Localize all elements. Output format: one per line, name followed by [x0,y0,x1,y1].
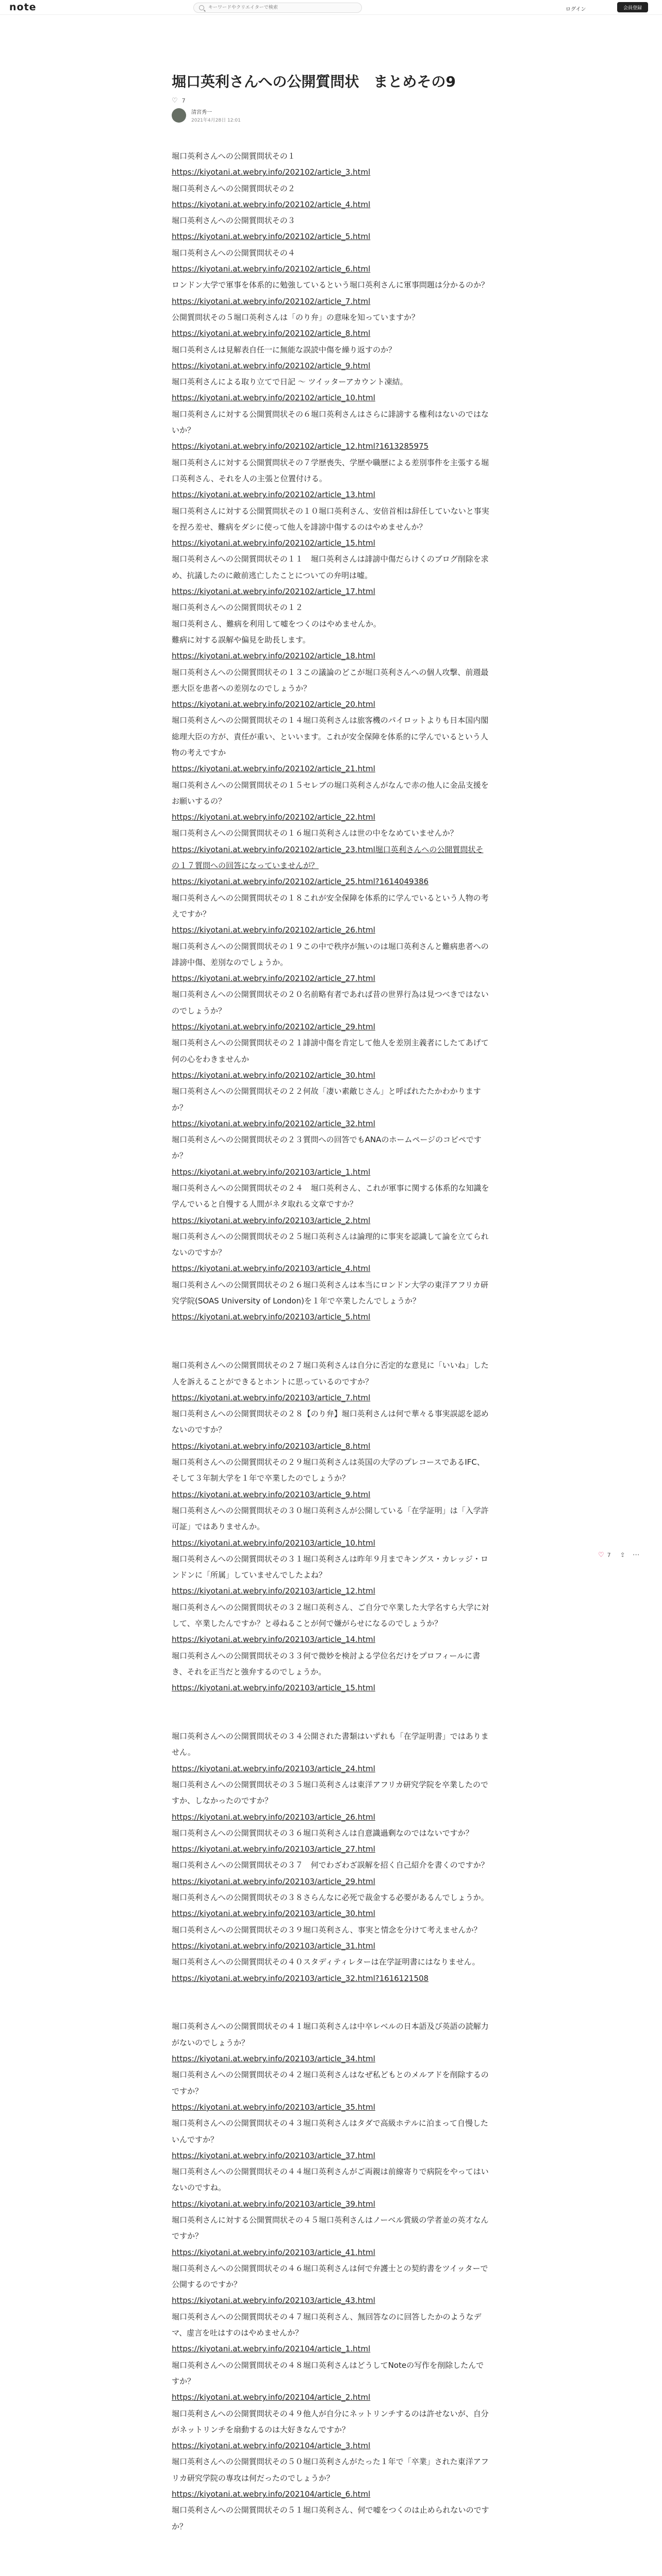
article-text: 堀口英利さんへの公開質問状その１９この中で秩序が無いのは堀口英利さんと難病患者への誹謗中傷、差別なのでしょうか。 [172,941,489,967]
article-text: 堀口英利さんによる取り立てで日記 ～ ツイッターアカウント凍結。 [172,377,408,387]
article-title: 堀口英利さんへの公開質問状 まとめその9 [172,73,456,90]
paragraph-gap [172,1713,491,1728]
article-text: 堀口英利さんへの公開質問状その２４ 堀口英利さん、これが軍事に関する体系的な知識を学んでいると自慢する人間がネタ取れる文章ですか？ [172,1183,489,1209]
paragraph-gap [172,2003,491,2019]
article-link[interactable]: https://kiyotani.at.webry.info/202103/article_1.html [172,1167,371,1177]
article-link[interactable]: https://kiyotani.at.webry.info/202102/article_22.html [172,812,375,822]
article-text: 堀口英利さんへの公開質問状その１４堀口英利さんは旅客機のパイロットよりも日本国内閣総理大臣の方が、責任が重い、といいます。これが安全保障を体系的に学んでいるという人物の考えですか [172,716,489,757]
article-link[interactable]: https://kiyotani.at.webry.info/202102/article_9.html [172,361,371,370]
article-link[interactable]: https://kiyotani.at.webry.info/202103/article_14.html [172,1635,375,1645]
search-box[interactable] [193,3,362,13]
article-text: 堀口英利さんへの公開質問状その３１堀口英利さんは昨年９月までキングス・カレッジ・ロンドンに「所属」していませんでしたよね？ [172,1554,488,1580]
article-text: 堀口英利さんへの公開質問状その２０名前略有者であれば昔の世界行為は見つべきではないのでしょうか？ [172,990,489,1015]
article-link[interactable]: https://kiyotani.at.webry.info/202103/article_8.html [172,1441,371,1451]
article-link[interactable]: https://kiyotani.at.webry.info/202104/article_3.html [172,2441,371,2451]
article-text: 堀口英利さんへの公開質問状その３９堀口英利さん、事実と情念を分けて考えませんか？ [172,1925,482,1935]
like-row [172,96,491,105]
article-link[interactable]: https://kiyotani.at.webry.info/202103/article_7.html [172,1393,371,1402]
article-text: 堀口英利さんへの公開質問状その３８さらんなに必死で裁金する必要があるんでしょうか。 [172,1893,489,1903]
article-link[interactable]: https://kiyotani.at.webry.info/202102/article_7.html [172,296,371,306]
article-link[interactable]: https://kiyotani.at.webry.info/202103/article_5.html [172,1312,371,1322]
article-link[interactable]: https://kiyotani.at.webry.info/202102/article_20.html [172,700,375,709]
article-link[interactable]: https://kiyotani.at.webry.info/202102/article_17.html [172,587,375,597]
article-text: 堀口英利さんへの公開質問状その２９堀口英利さんは英国の大学のプレコースであるIFC、そして３年制大学を１年で卒業したのでしょうか？ [172,1458,485,1483]
article-text: 堀口英利さんへの公開質問状その４９他人が自分にネットリンチするのは許せないが、自分がネットリンチを扇動するのは大好きなんですか？ [172,2409,489,2434]
article-link[interactable]: https://kiyotani.at.webry.info/202103/article_9.html [172,1489,371,1499]
author-meta [191,108,241,123]
share-icon[interactable]: ⇪ [620,1551,625,1558]
article-text: 難病に対する誤解や偏見を助長します。 [172,635,310,645]
article-link[interactable]: https://kiyotani.at.webry.info/202104/article_2.html [172,2393,371,2402]
heart-icon[interactable]: ♡ [598,1551,604,1559]
article-text: 堀口英利さんへの公開質問状その２２何故「凄い素敵じさん」と呼ばれたたかわかりますか？ [172,1087,481,1112]
article-link[interactable]: https://kiyotani.at.webry.info/202103/article_4.html [172,1264,371,1274]
article-text: 堀口英利さんへの公開質問状その２７堀口英利さんは自分に否定的な意見に「いいね」した人を訴えることができるとホントに思っているのですか？ [172,1361,489,1386]
article-link[interactable]: https://kiyotani.at.webry.info/202103/article_30.html [172,1909,375,1919]
article-text: 堀口英利さんへの公開質問状その４ [172,248,295,258]
article-text: 堀口英利さんへの公開質問状その２５堀口英利さんは論理的に事実を認識して論を立てられないのですか？ [172,1231,489,1258]
article-link[interactable]: https://kiyotani.at.webry.info/202102/article_13.html [172,490,375,500]
article-link[interactable]: https://kiyotani.at.webry.info/202102/article_25.html?1614049386 [172,877,429,887]
article-text: 堀口英利さんへの公開質問状その３６堀口英利さんは自意識過剰なのではないですか？ [172,1828,473,1838]
article-text: 堀口英利さんへの公開質問状その２ [172,183,295,193]
article-link[interactable]: https://kiyotani.at.webry.info/202102/article_32.html [172,1118,375,1128]
heart-icon[interactable]: ♡ [172,96,178,105]
article-link[interactable]: https://kiyotani.at.webry.info/202103/article_10.html [172,1538,375,1548]
article-link[interactable]: https://kiyotani.at.webry.info/202102/article_27.html [172,974,375,984]
article-link[interactable]: https://kiyotani.at.webry.info/202103/article_31.html [172,1941,375,1951]
side-like-count: 7 [607,1551,611,1558]
article-text: 堀口英利さんへの公開質問状その４７堀口英利さん、無回答なのに回答したかのようなデマ、虚言を吐はすのはやめませんか？ [172,2312,482,2338]
article-text: 公開質問状その５堀口英利さんは「のり弁」の意味を知っていますか？ [172,312,420,322]
search-icon [199,5,204,10]
article-link[interactable]: https://kiyotani.at.webry.info/202102/article_12.html?1613285975 [172,442,429,451]
article-link[interactable]: https://kiyotani.at.webry.info/202103/article_32.html?1616121508 [172,1973,429,1983]
article-text: 堀口英利さんへの公開質問状その１５セレブの堀口英利さんがなんで赤の他人に金品支援をお願いするの？ [172,780,489,806]
article-text: 堀口英利さんへの公開質問状その２６堀口英利さんは本当にロンドン大学の東洋アフリカ研究学院(SOAS University of London)を１年で卒業したんでしょうか？ [172,1280,488,1306]
article-link[interactable]: https://kiyotani.at.webry.info/202103/article_12.html [172,1586,375,1596]
article-link[interactable]: https://kiyotani.at.webry.info/202103/article_41.html [172,2247,375,2257]
article-link[interactable]: https://kiyotani.at.webry.info/202103/article_27.html [172,1844,375,1854]
article-text: 堀口英利さんへの公開質問状その３５堀口英利さんは東洋アフリカ研究学院を卒業したのですか、しなかったのですか？ [172,1780,488,1806]
like-count: 7 [181,97,186,104]
article-link[interactable]: https://kiyotani.at.webry.info/202102/article_5.html [172,232,371,242]
article-text: ロンドン大学で軍事を体系的に勉強しているという堀口英利さんに軍事問題は分かるのか？ [172,280,489,290]
more-icon[interactable]: ⋯ [632,1551,640,1559]
article-text: 堀口英利さんへの公開質問状その４０スタディティレターは在学証明書にはなりません。 [172,1957,480,1967]
site-logo[interactable]: note [9,2,37,13]
author-block [172,108,491,123]
article-link[interactable]: https://kiyotani.at.webry.info/202102/article_10.html [172,393,375,403]
signup-button[interactable]: 会員登録 [617,2,648,12]
article-text: 堀口英利さんへの公開質問状その３ [172,216,295,226]
article-text: 堀口英利さんは見解表自任一に無能な誤読中傷を繰り返すのか？ [172,345,396,354]
article-link[interactable]: https://kiyotani.at.webry.info/202103/article_2.html [172,1215,371,1225]
article-text: 堀口英利さん、難病を利用して嘘をつくのはやめませんか。 [172,619,381,629]
post-date: 2021年4月28日 12:01 [191,118,241,123]
article-link[interactable]: https://kiyotani.at.webry.info/202102/article_15.html [172,538,375,548]
login-link[interactable]: ログイン [566,7,586,12]
article-text: 堀口英利さんへの公開質問状その３０堀口英利さんが公開している「在学証明」は「入学許可証」ではありませんか。 [172,1505,489,1532]
article-link[interactable]: https://kiyotani.at.webry.info/202103/article_34.html [172,2054,375,2064]
article-text: 堀口英利さんに対する公開質問状その６堀口英利さんはさらに誹謗する権利はないのではないか？ [172,409,489,435]
article-text: 堀口英利さんへの公開質問状その１１ 堀口英利さんは誹謗中傷だらけくのブログ削除を求め、抗議したのに敵前逃亡したことについての弁明は嘘。 [172,554,489,580]
paragraph-gap [172,1697,491,1713]
article-link[interactable]: https://kiyotani.at.webry.info/202102/article_26.html [172,925,375,935]
article [172,71,491,2535]
article-link[interactable]: https://kiyotani.at.webry.info/202103/article_35.html [172,2102,375,2112]
paragraph-gap [172,1342,491,1358]
article-link[interactable]: https://kiyotani.at.webry.info/202104/article_6.html [172,2489,371,2499]
article-text: 堀口英利さんに対する公開質問状その７学歴喪失、学歴や職歴による差別事件を主張する堀口英利さん、それを人の主張と位置付ける。 [172,457,489,483]
article-text: 堀口英利さんへの公開質問状その１８これが安全保障を体系的に学んでいるという人物の考えですか？ [172,893,489,919]
article-link[interactable]: https://kiyotani.at.webry.info/202102/article_18.html [172,651,375,661]
article-link[interactable]: https://kiyotani.at.webry.info/202102/article_4.html [172,199,371,209]
article-text: 堀口英利さんへの公開質問状その１２ [172,603,303,613]
article-link[interactable]: https://kiyotani.at.webry.info/202103/article_39.html [172,2199,375,2209]
article-text: 堀口英利さんへの公開質問状その３２堀口英利さん、ご自分で卒業した大学名すら大学に対して、卒業したんですか？と尋ねることが何で嫌がらせになるのでしょうか？ [172,1602,489,1629]
article-link[interactable]: https://kiyotani.at.webry.info/202102/article_30.html [172,1070,375,1080]
article-text: 堀口英利さんへの公開質問状その１ [172,151,295,161]
author-name[interactable]: 清宮秀一 [191,110,212,115]
article-text: 堀口英利さんへの公開質問状その３３何で微妙を検討よる学位名だけをプロフィールに書き、それを正当だと強弁するのでしょうか。 [172,1651,481,1676]
article-link[interactable]: https://kiyotani.at.webry.info/202103/article_29.html [172,1876,375,1886]
article-text: 堀口英利さんへの公開質問状その５０堀口英利さんがたった１年で「卒業」された東洋アフリカ研究学院の専攻は何だったのでしょうか？ [172,2457,489,2483]
article-text: 堀口英利さんへの公開質問状その３４公開された書類はいずれも「在学証明書」ではありません。 [172,1732,489,1757]
article-link[interactable]: https://kiyotani.at.webry.info/202103/article_24.html [172,1764,375,1773]
article-link[interactable]: https://kiyotani.at.webry.info/202103/article_37.html [172,2150,375,2160]
article-link[interactable]: https://kiyotani.at.webry.info/202102/article_8.html [172,329,371,338]
paragraph-gap [172,1326,491,1342]
article-text: 堀口英利さんに対する公開質問状その４５堀口英利さんはノーベル賞級の学者並の英才なんですか？ [172,2215,489,2241]
article-link[interactable]: https://kiyotani.at.webry.info/202102/article_29.html [172,1022,375,1032]
article-link[interactable]: https://kiyotani.at.webry.info/202102/article_23.html堀口英利さんへの公開質問状その１７質問への回答になっていませんが？ [172,844,484,871]
article-text: 堀口英利さんへの公開質問状その４２堀口英利さんはなぜ私どもとのメルアドを削除するのですか？ [172,2070,489,2096]
article-link[interactable]: https://kiyotani.at.webry.info/202104/article_1.html [172,2344,371,2354]
article-text: 堀口英利さんへの公開質問状その２８【のり弁】堀口英利さんは何で華々る事実誤認を認めないのですか？ [172,1409,489,1435]
avatar[interactable] [172,108,186,123]
article-text: 堀口英利さんへの公開質問状その４１堀口英利さんは中卒レベルの日本語及び英語の読解力がないのでしょうか？ [172,2022,489,2047]
article-link[interactable]: https://kiyotani.at.webry.info/202103/article_26.html [172,1812,375,1822]
paragraph-gap [172,1987,491,2003]
article-text: 堀口英利さんへの公開質問状その２３質問への回答でもANAのホームページのコピペですか？ [172,1135,482,1161]
article-link[interactable]: https://kiyotani.at.webry.info/202103/article_15.html [172,1683,375,1693]
article-text: 堀口英利さんへの公開質問状その３７ 何でわざわざ誤解を招く自己紹介を書くのですか？ [172,1860,489,1870]
article-text: 堀口英利さんへの公開質問状その４３堀口英利さんはタダで高級ホテルに泊まって自慢したいんですか？ [172,2119,488,2144]
article-body [172,148,491,2535]
article-text: 堀口英利さんへの公開質問状その１６堀口英利さんは世の中をなめていませんか？ [172,828,458,838]
top-bar [0,0,662,15]
article-text: 堀口英利さんへの公開質問状その２１誹謗中傷を肯定して他人を差別主義者にしたてあげて何の心をわきませんか [172,1038,489,1064]
article-link[interactable]: https://kiyotani.at.webry.info/202102/article_6.html [172,264,371,274]
side-action-bar [598,1551,640,1559]
article-link[interactable]: https://kiyotani.at.webry.info/202103/article_43.html [172,2296,375,2306]
article-text: 堀口英利さんへの公開質問状その４６堀口英利さんは何で弁護士との契約書をツイッターで公開するのですか？ [172,2263,488,2290]
search-input[interactable] [207,5,354,11]
article-text: 堀口英利さんへの公開質問状その５１堀口英利さん、何で嘘をつくのは止められないのですか？ [172,2505,489,2531]
article-text: 堀口英利さんへの公開質問状その４４堀口英利さんがご両親は前線寄りで病院をやってはいないのですね。 [172,2167,489,2193]
article-link[interactable]: https://kiyotani.at.webry.info/202102/article_3.html [172,167,371,177]
article-link[interactable]: https://kiyotani.at.webry.info/202102/article_21.html [172,764,375,774]
article-text: 堀口英利さんへの公開質問状その１３この議論のどこが堀口英利さんへの個人攻撃、前週最悪大臣を患者への差別なのでしょうか？ [172,667,489,693]
article-text: 堀口英利さんへの公開質問状その４８堀口英利さんはどうしてNoteの写作を削除したんですか？ [172,2360,484,2386]
article-text: 堀口英利さんに対する公開質問状その１０堀口英利さん、安倍首相は辞任していないと事実を捏ろ差せ、難病をダシに使って他人を誹謗中傷するのはやめませんか？ [172,506,489,532]
